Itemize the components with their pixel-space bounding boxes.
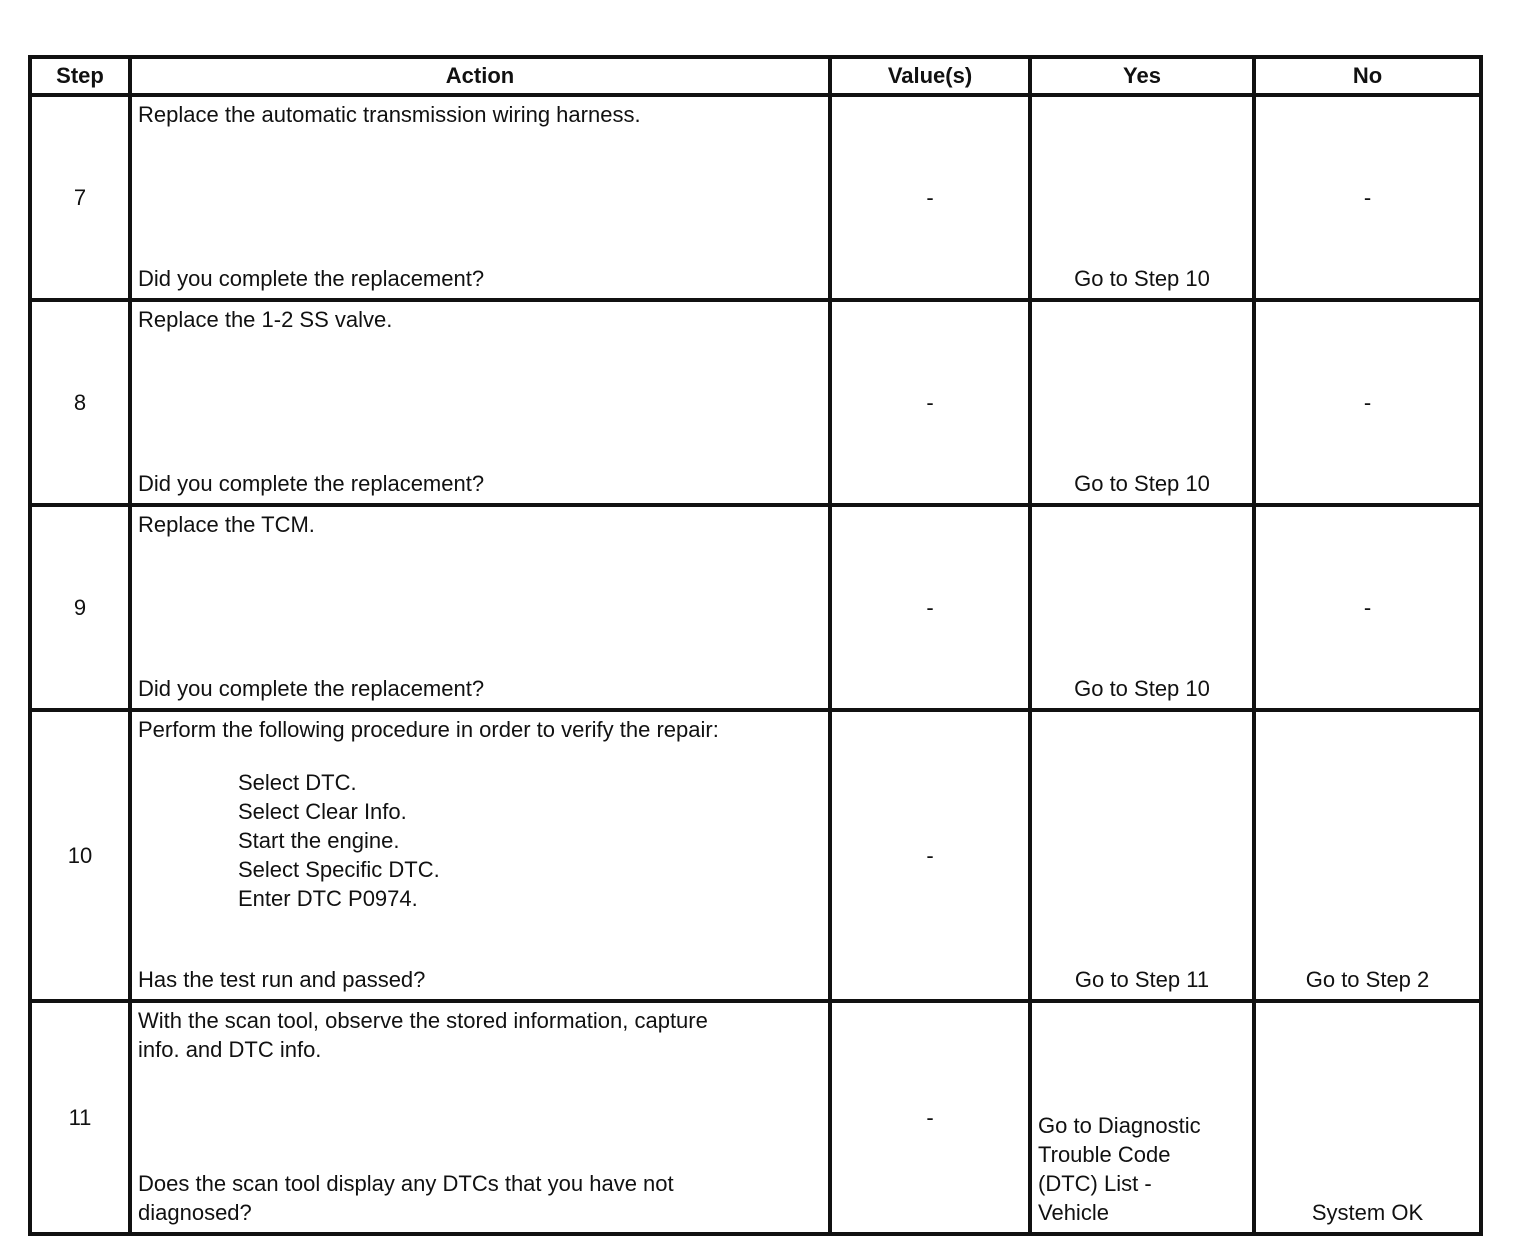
- procedure-item: Select Clear Info.: [238, 799, 407, 824]
- step-number: 8: [30, 300, 130, 505]
- header-step: Step: [30, 57, 130, 95]
- action-cell: [130, 1001, 830, 1234]
- yes-result: Go to Step 10: [1074, 266, 1210, 291]
- action-instruction: Replace the automatic transmission wiring harness.: [138, 102, 641, 127]
- table-row: [30, 710, 1481, 1001]
- action-line: With the scan tool, observe the stored information, capture: [138, 1008, 708, 1033]
- action-cell: [130, 300, 830, 505]
- yes-line: Go to Diagnostic: [1038, 1113, 1201, 1138]
- value-cell: -: [830, 710, 1030, 1001]
- action-cell: [130, 95, 830, 300]
- procedure-item: Select Specific DTC.: [238, 857, 440, 882]
- no-cell: -: [1254, 300, 1481, 505]
- procedure-item: Enter DTC P0974.: [238, 886, 418, 911]
- yes-line: Trouble Code: [1038, 1142, 1171, 1167]
- step-number: 7: [30, 95, 130, 300]
- procedure-list: [138, 768, 822, 913]
- value-cell: -: [830, 1001, 1030, 1234]
- no-result: System OK: [1311, 1200, 1424, 1225]
- action-instruction: Replace the TCM.: [138, 512, 315, 537]
- step-number: 11: [30, 1001, 130, 1234]
- value-cell: -: [830, 95, 1030, 300]
- yes-cell: [1030, 95, 1254, 300]
- table-header-row: [30, 57, 1481, 95]
- table-row: [30, 300, 1481, 505]
- yes-line: (DTC) List -: [1038, 1171, 1152, 1196]
- action-cell: [130, 710, 830, 1001]
- yes-result: Go to Step 10: [1074, 471, 1210, 496]
- action-question: Has the test run and passed?: [138, 967, 426, 992]
- procedure-item: Start the engine.: [238, 828, 400, 853]
- table-row: [30, 95, 1481, 300]
- yes-cell: [1030, 300, 1254, 505]
- action-line: diagnosed?: [138, 1200, 252, 1225]
- action-question: Did you complete the replacement?: [138, 266, 485, 291]
- diagnostic-table: [28, 55, 1483, 1236]
- action-instruction: [138, 1006, 822, 1064]
- value-cell: -: [830, 505, 1030, 710]
- yes-cell: [1030, 1001, 1254, 1234]
- no-cell: [1254, 710, 1481, 1001]
- procedure-item: Select DTC.: [238, 770, 357, 795]
- action-line: Does the scan tool display any DTCs that you have not: [138, 1171, 674, 1196]
- yes-cell: [1030, 710, 1254, 1001]
- action-question: [138, 1169, 822, 1227]
- yes-result: Go to Step 10: [1074, 676, 1210, 701]
- table-row: [30, 1001, 1481, 1234]
- value-cell: -: [830, 300, 1030, 505]
- yes-line: Vehicle: [1038, 1200, 1109, 1225]
- no-cell: -: [1254, 505, 1481, 710]
- step-number: 10: [30, 710, 130, 1001]
- action-question: Did you complete the replacement?: [138, 676, 485, 701]
- header-action: Action: [130, 57, 830, 95]
- yes-result: Go to Step 11: [1074, 967, 1210, 992]
- action-instruction: Replace the 1-2 SS valve.: [138, 307, 393, 332]
- action-line: info. and DTC info.: [138, 1037, 322, 1062]
- yes-cell: [1030, 505, 1254, 710]
- header-no: No: [1254, 57, 1481, 95]
- table-row: [30, 505, 1481, 710]
- no-result: Go to Step 2: [1305, 967, 1430, 992]
- no-cell: [1254, 1001, 1481, 1234]
- action-instruction: Perform the following procedure in order to verify the repair:: [138, 717, 719, 742]
- action-question: Did you complete the replacement?: [138, 471, 485, 496]
- step-number: 9: [30, 505, 130, 710]
- header-values: Value(s): [830, 57, 1030, 95]
- header-yes: Yes: [1030, 57, 1254, 95]
- action-cell: [130, 505, 830, 710]
- no-cell: -: [1254, 95, 1481, 300]
